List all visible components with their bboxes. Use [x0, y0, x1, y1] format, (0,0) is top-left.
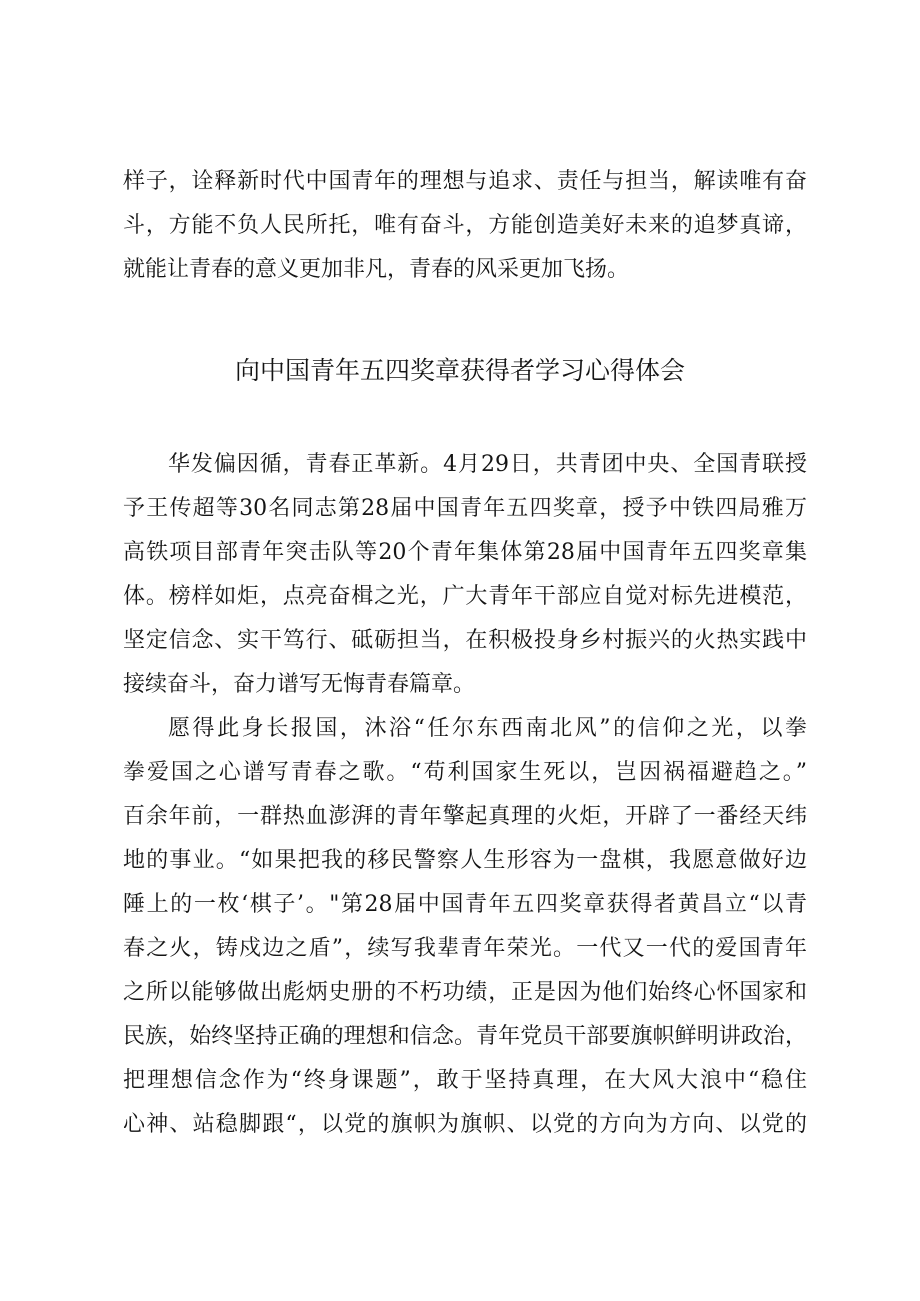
paragraph2-line-8: 民族，始终坚持正确的理想和信念。青年党员干部要旗帜鲜明讲政治， — [123, 1024, 807, 1049]
intro-line-1: 样子，诠释新时代中国青年的理想与追求、责任与担当，解读唯有奋 — [123, 169, 807, 194]
paragraph1-line-5: 坚定信念、实干笃行、砥砺担当，在积极投身乡村振兴的火热实践中 — [123, 628, 807, 653]
paragraph2-line-2: 拳爱国之心谱写青春之歌。“苟利国家生死以，岂因祸福避趋之。” — [123, 760, 807, 785]
paragraph1-line-2: 予王传超等30名同志第28届中国青年五四奖章，授予中铁四局雅万 — [123, 496, 807, 521]
paragraph1-line-1: 华发偏因循，青春正革新。4月29日，共青团中央、全国青联授 — [168, 452, 807, 477]
paragraph2-line-4: 地的事业。“如果把我的移民警察人生形容为一盘棋，我愿意做好边 — [123, 848, 807, 873]
paragraph1-line-4: 体。榜样如炬，点亮奋楫之光，广大青年干部应自觉对标先进模范， — [123, 584, 807, 609]
paragraph1-line-3: 高铁项目部青年突击队等20个青年集体第28届中国青年五四奖章集 — [123, 540, 807, 565]
paragraph2-line-5: 陲上的一枚‘棋子’。"第28届中国青年五四奖章获得者黄昌立“以青 — [123, 892, 807, 917]
paragraph2-line-10: 心神、站稳脚跟“，以党的旗帜为旗帜、以党的方向为方向、以党的 — [123, 1112, 807, 1137]
paragraph2-line-6: 春之火，铸戍边之盾”，续写我辈青年荣光。一代又一代的爱国青年 — [123, 936, 807, 961]
intro-line-3: 就能让青春的意义更加非凡，青春的风采更加飞扬。 — [123, 257, 630, 282]
paragraph2-line-7: 之所以能够做出彪炳史册的不朽功绩，正是因为他们始终心怀国家和 — [123, 980, 807, 1005]
intro-line-2: 斗，方能不负人民所托，唯有奋斗，方能创造美好未来的追梦真谛， — [123, 213, 807, 238]
paragraph2-line-9: 把理想信念作为“终身课题”，敢于坚持真理，在大风大浪中“稳住 — [123, 1068, 807, 1093]
paragraph2-line-1: 愿得此身长报国，沐浴“任尔东西南北风”的信仰之光，以拳 — [168, 716, 807, 741]
paragraph2-line-3: 百余年前，一群热血澎湃的青年擎起真理的火炬，开辟了一番经天纬 — [123, 804, 807, 829]
paragraph1-line-6: 接续奋斗，奋力谱写无悔青春篇章。 — [123, 672, 476, 697]
article-title: 向中国青年五四奖章获得者学习心得体会 — [234, 356, 685, 385]
